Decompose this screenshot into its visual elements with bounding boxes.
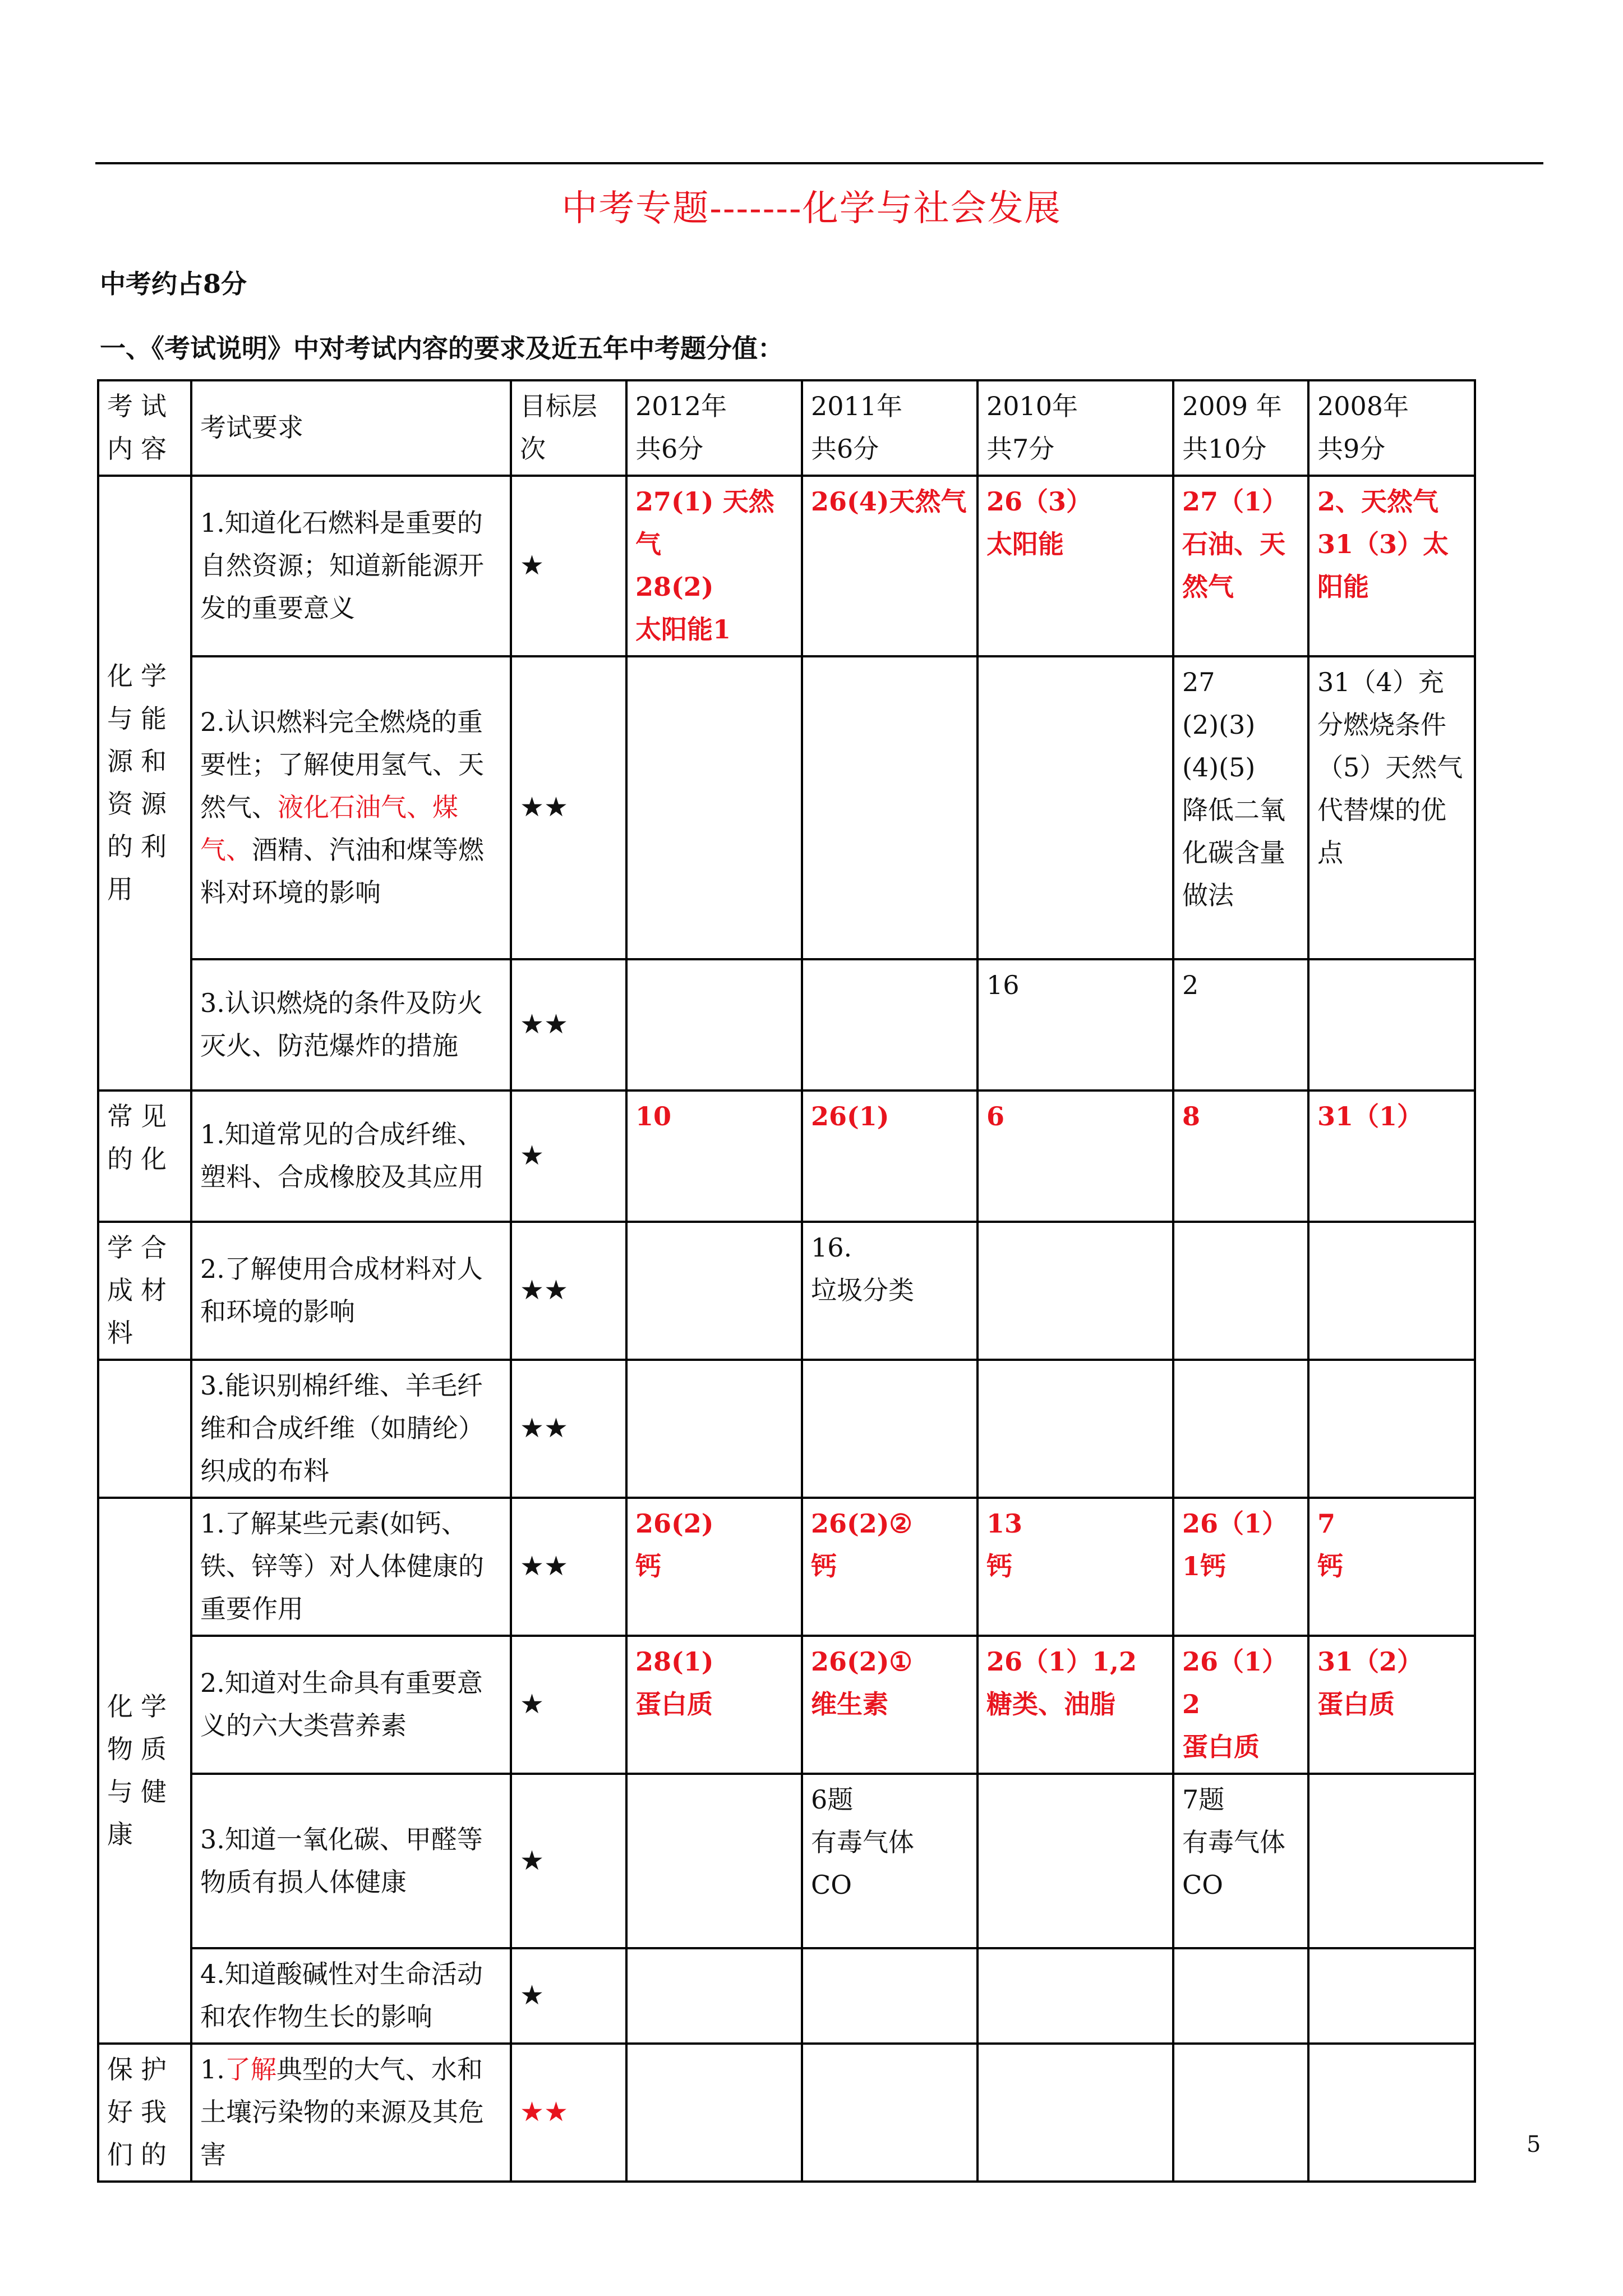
cell-2011: [802, 959, 978, 1091]
table-row: [98, 2044, 1475, 2182]
cell-2010: [978, 656, 1173, 959]
cell-2009: [1173, 1360, 1308, 1498]
cell-2008: [1308, 1360, 1475, 1498]
level-cell: ★★: [511, 2044, 626, 2182]
header-2008: 2008年 共9分: [1308, 380, 1475, 476]
cell-2011: [802, 656, 978, 959]
requirement-cell: 3.能识别棉纤维、羊毛纤维和合成纤维（如腈纶）织成的布料: [191, 1360, 511, 1498]
category-materials-a: 常见的化: [98, 1091, 191, 1222]
level-cell: ★: [511, 1636, 626, 1774]
cell-2011: 6题 有毒气体 CO: [802, 1774, 978, 1948]
cell-2008: [1308, 2044, 1475, 2182]
header-rule: [95, 162, 1543, 164]
cell-2010: [978, 1948, 1173, 2044]
table-row: [98, 1636, 1475, 1774]
requirement-cell: 1.知道常见的合成纤维、塑料、合成橡胶及其应用: [191, 1091, 511, 1222]
cell-2012: 27(1) 天然气 28(2) 太阳能1: [626, 476, 802, 656]
header-2011: 2011年 共6分: [802, 380, 978, 476]
requirement-cell: 2.了解使用合成材料对人和环境的影响: [191, 1222, 511, 1360]
cell-2008: 7 钙: [1308, 1498, 1475, 1636]
header-requirement: 考试要求: [191, 380, 511, 476]
score-note: 中考约占8分: [100, 269, 247, 299]
cell-2011: 16. 垃圾分类: [802, 1222, 978, 1360]
cell-2012: [626, 1360, 802, 1498]
level-cell: ★★: [511, 656, 626, 959]
cell-2008: [1308, 1948, 1475, 2044]
cell-2009: 2: [1173, 959, 1308, 1091]
requirement-cell: 3.知道一氧化碳、甲醛等物质有损人体健康: [191, 1774, 511, 1948]
category-health: 化学物质与健康: [98, 1498, 191, 2044]
cell-2011: [802, 1948, 978, 2044]
cell-2011: [802, 2044, 978, 2182]
cell-2012: [626, 959, 802, 1091]
cell-2009: [1173, 2044, 1308, 2182]
page-number: 5: [1527, 2132, 1541, 2157]
cell-2008: 31（4）充分燃烧条件（5）天然气代替煤的优点: [1308, 656, 1475, 959]
level-cell: ★: [511, 476, 626, 656]
category-empty: [98, 1360, 191, 1498]
cell-2011: 26(2)① 维生素: [802, 1636, 978, 1774]
cell-2008: 31（2） 蛋白质: [1308, 1636, 1475, 1774]
table-row: [98, 656, 1475, 959]
cell-2009: 26（1） 2 蛋白质: [1173, 1636, 1308, 1774]
cell-2010: [978, 1222, 1173, 1360]
cell-2012: [626, 1948, 802, 2044]
level-cell: ★★: [511, 1360, 626, 1498]
table-row: [98, 476, 1475, 656]
cell-2011: 26(2)② 钙: [802, 1498, 978, 1636]
category-energy: 化学与能源和资源的利用: [98, 476, 191, 1091]
level-cell: ★★: [511, 1498, 626, 1636]
header-level: 目标层次: [511, 380, 626, 476]
requirement-cell: 2.认识燃料完全燃烧的重要性；了解使用氢气、天然气、液化石油气、煤气、酒精、汽油和煤等燃料对环境的影响: [191, 656, 511, 959]
table-row: [98, 1774, 1475, 1948]
requirement-cell: 2.知道对生命具有重要意义的六大类营养素: [191, 1636, 511, 1774]
cell-2009: 26（1） 1钙: [1173, 1498, 1308, 1636]
requirement-cell: 3.认识燃烧的条件及防火灭火、防范爆炸的措施: [191, 959, 511, 1091]
cell-2010: [978, 1774, 1173, 1948]
cell-2012: [626, 1774, 802, 1948]
cell-2008: [1308, 1774, 1475, 1948]
level-cell: ★: [511, 1774, 626, 1948]
section-heading: 一、《考试说明》中对考试内容的要求及近五年中考题分值：: [100, 333, 783, 364]
level-cell: ★★: [511, 1222, 626, 1360]
level-cell: ★: [511, 1091, 626, 1222]
cell-2012: 26(2) 钙: [626, 1498, 802, 1636]
cell-2009: 27（1） 石油、天然气: [1173, 476, 1308, 656]
table-row: [98, 1498, 1475, 1636]
table-row: [98, 1948, 1475, 2044]
header-2012: 2012年 共6分: [626, 380, 802, 476]
cell-2008: 31（1）: [1308, 1091, 1475, 1222]
level-cell: ★: [511, 1948, 626, 2044]
cell-2009: 8: [1173, 1091, 1308, 1222]
category-materials-b: 学合成材料: [98, 1222, 191, 1360]
header-2009: 2009 年 共10分: [1173, 380, 1308, 476]
cell-2010: [978, 1360, 1173, 1498]
exam-table: [97, 379, 1476, 2183]
page-title: 中考专题-------化学与社会发展: [561, 188, 1062, 229]
cell-2010: [978, 2044, 1173, 2182]
requirement-cell: 1.了解典型的大气、水和土壤污染物的来源及其危害: [191, 2044, 511, 2182]
requirement-cell: 4.知道酸碱性对生命活动和农作物生长的影响: [191, 1948, 511, 2044]
requirement-cell: 1.知道化石燃料是重要的自然资源；知道新能源开发的重要意义: [191, 476, 511, 656]
header-content: 考试内容: [98, 380, 191, 476]
table-row: [98, 959, 1475, 1091]
cell-2011: 26(4)天然气: [802, 476, 978, 656]
cell-2009: [1173, 1222, 1308, 1360]
cell-2011: [802, 1360, 978, 1498]
cell-2010: 26（3） 太阳能: [978, 476, 1173, 656]
table-row: [98, 1091, 1475, 1222]
cell-2008: [1308, 1222, 1475, 1360]
cell-2009: 27 (2)(3) (4)(5) 降低二氧化碳含量做法: [1173, 656, 1308, 959]
cell-2010: 26（1）1,2 糖类、油脂: [978, 1636, 1173, 1774]
header-row: [98, 380, 1475, 476]
cell-2010: 13 钙: [978, 1498, 1173, 1636]
cell-2012: [626, 2044, 802, 2182]
table-row: [98, 1222, 1475, 1360]
level-cell: ★★: [511, 959, 626, 1091]
cell-2009: 7题 有毒气体 CO: [1173, 1774, 1308, 1948]
cell-2012: [626, 1222, 802, 1360]
cell-2010: 6: [978, 1091, 1173, 1222]
cell-2011: 26(1): [802, 1091, 978, 1222]
cell-2012: 10: [626, 1091, 802, 1222]
requirement-cell: 1.了解某些元素(如钙、铁、锌等）对人体健康的重要作用: [191, 1498, 511, 1636]
cell-2012: 28(1) 蛋白质: [626, 1636, 802, 1774]
table-row: [98, 1360, 1475, 1498]
cell-2012: [626, 656, 802, 959]
category-environment: 保护好我们的: [98, 2044, 191, 2182]
cell-2009: [1173, 1948, 1308, 2044]
cell-2008: 2、天然气 31（3）太阳能: [1308, 476, 1475, 656]
header-2010: 2010年 共7分: [978, 380, 1173, 476]
cell-2010: 16: [978, 959, 1173, 1091]
cell-2008: [1308, 959, 1475, 1091]
